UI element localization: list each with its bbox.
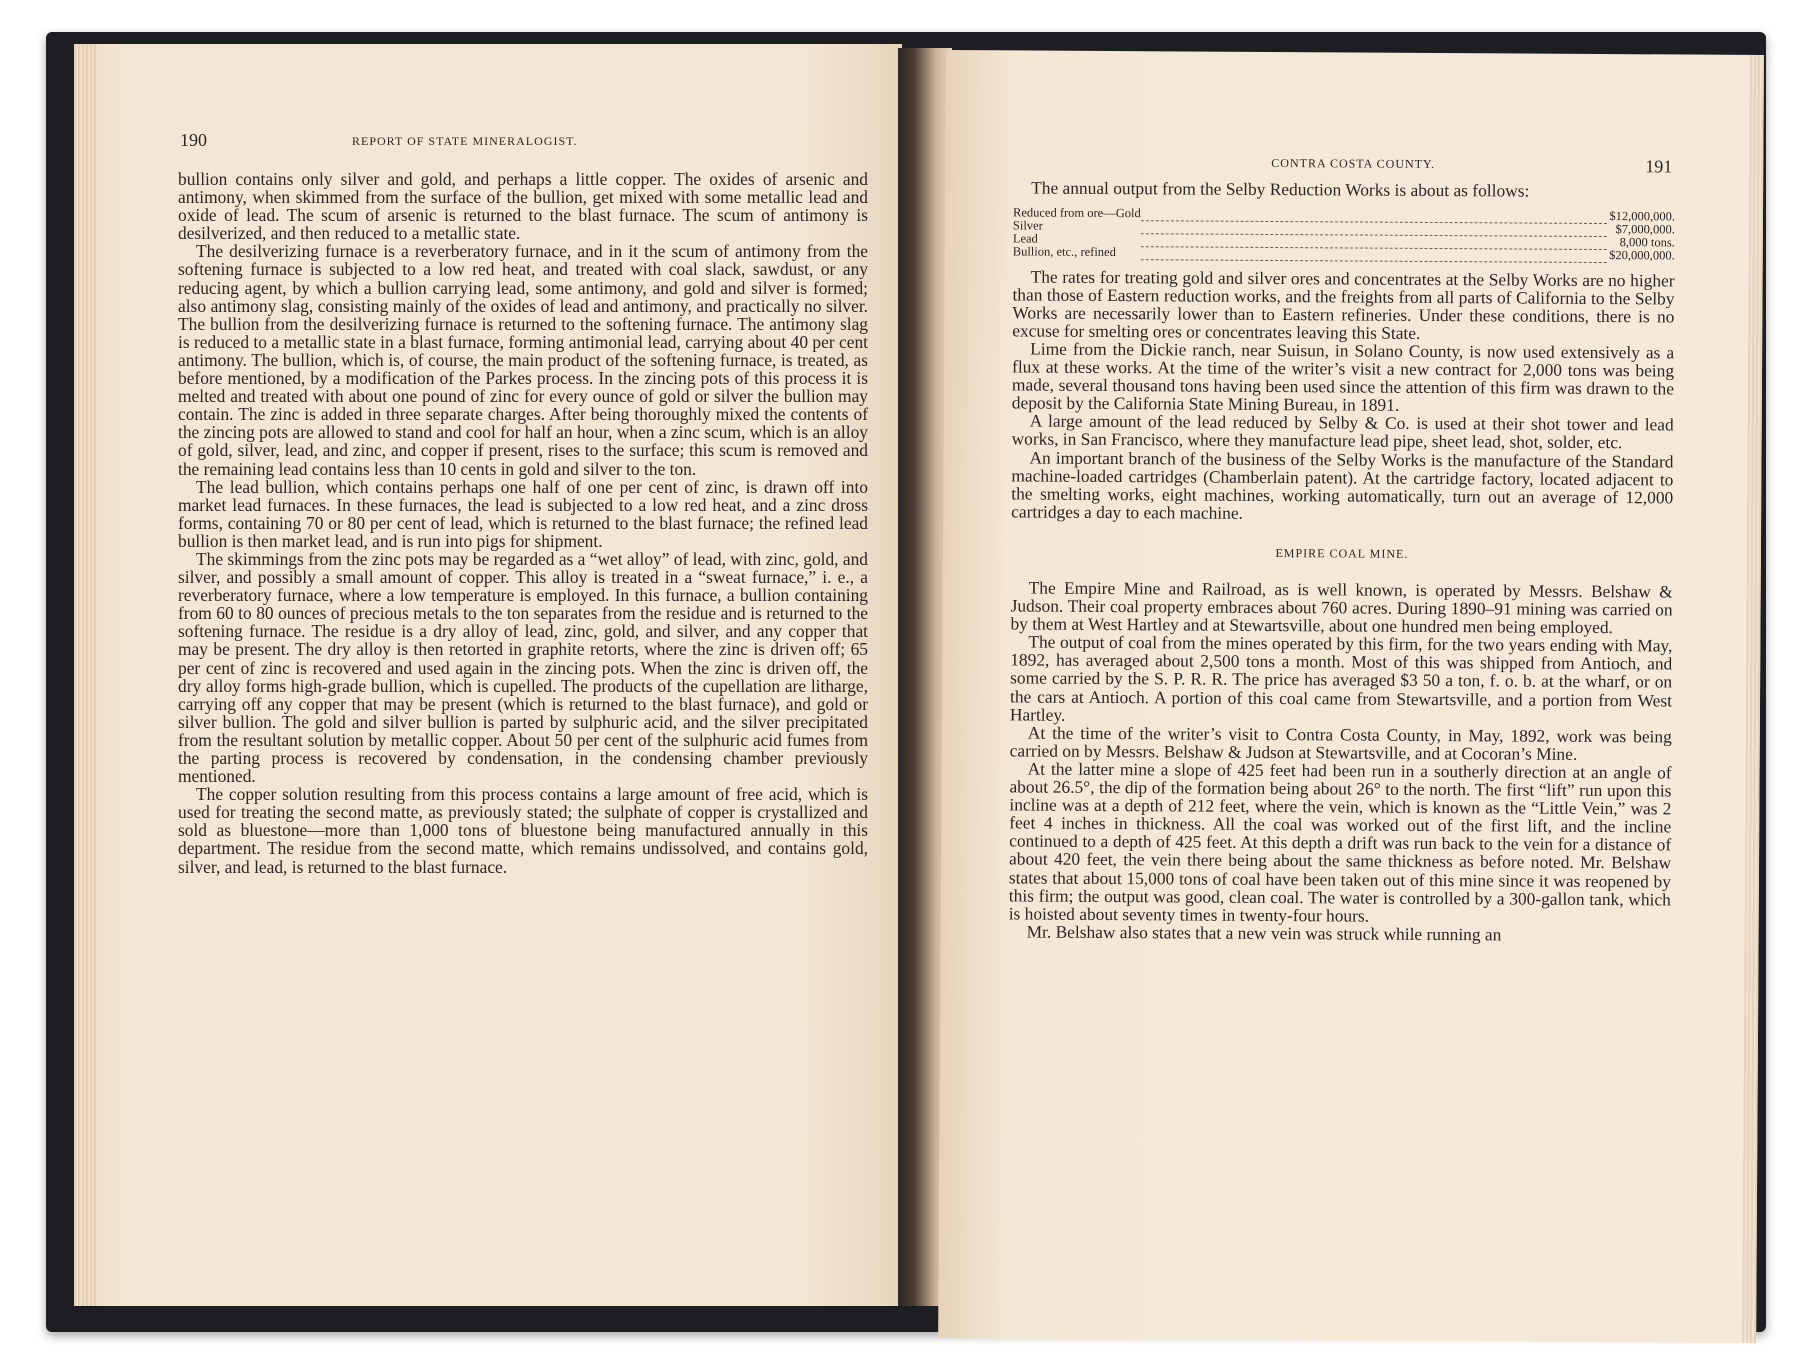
table-amount: 8,000 tons. bbox=[1619, 235, 1675, 250]
paragraph: At the time of the writer’s visit to Contra Costa County, in May, 1892, work was being carried on by Messrs. Belshaw & Judson at Stewartsville, and at Cocoran’s Mine. bbox=[1009, 722, 1672, 764]
paragraph: Lime from the Dickie ranch, near Suisun, in Solano County, is now used extensively as a flux at these works. At the time of the writer’s visit a new contract for 2,000 tons was being made, several thousand tons having been used since the attention of this firm was drawn to the deposit by the California State Mining Bureau, in 1891. bbox=[1011, 338, 1675, 416]
page-number-left: 190 bbox=[180, 130, 207, 150]
right-page bbox=[938, 50, 1764, 1343]
paragraph: The desilverizing furnace is a reverberatory furnace, and in it the scum of antimony from the softening furnace is subjected to a low red heat, and treated with coal slack, sawdust, or any reducing agent, by which a bullion carrying lead, some antimony, and gold and silver is formed; also antimony slag, consisting mainly of the oxides of lead and antimony, and practically no silver. The bullion from the desilverizing furnace is returned to the softening furnace. The antimony slag is reduced to a metallic state in a blast furnace, forming antimonial lead, carrying about 40 per cent antimony. The bullion, which is, of course, the main product of the softening furnace, is treated, as before mentioned, by a modification of the Parkes process. In the zincing pots of this process it is melted and treated with about one pound of zinc for every ounce of gold or silver the bullion may contain. The zinc is added in three separate charges. After being thoroughly mixed the contents of the zincing pots are allowed to stand and cool for half an hour, when a zinc scum, which is an alloy of gold, silver, lead, and zinc, and copper if present, rises to the surface; this scum is removed and the remaining lead contains less than 10 cents in gold and silver to the ton. bbox=[178, 241, 868, 479]
page-number-right: 191 bbox=[1645, 156, 1673, 177]
table-amount: $7,000,000. bbox=[1615, 222, 1675, 237]
paragraph: The annual output from the Selby Reduction Works is about as follows: bbox=[1031, 177, 1530, 201]
table-label: Bullion, etc., refined bbox=[1012, 244, 1116, 260]
left-page bbox=[74, 44, 902, 1306]
paragraph: The lead bullion, which contains perhaps one half of one per cent of zinc, is drawn off into market lead furnaces. In these furnaces, the lead is subjected to a low red heat, and a zinc dross forms, containing 70 or 80 per cent of lead, which is returned to the blast furnace; the refined lead bullion is then market lead, and is run into pigs for shipment. bbox=[178, 476, 868, 551]
running-head-right: CONTRA COSTA COUNTY. bbox=[1271, 155, 1436, 171]
output-table bbox=[1013, 207, 1675, 264]
paragraph: bullion contains only silver and gold, and perhaps a little copper. The oxides of arsenic and antimony, when skimmed from the surface of the bullion, get mixed with some metallic lead and oxide of lead. The scum of arsenic is returned to the blast furnace. The scum of antimony is desilverized, and then reduced to a metallic state. bbox=[178, 169, 868, 244]
paragraph: The Empire Mine and Railroad, as is well known, is operated by Messrs. Belshaw & Judson. Their coal property embraces about 760 acres. During 1890–91 mining was carried on by them at West Hartley and at Stewartsville, about one hundred men being employed. bbox=[1010, 577, 1673, 638]
table-label: Reduced from ore—Gold bbox=[1012, 205, 1141, 221]
section-title: EMPIRE COAL MINE. bbox=[1275, 545, 1409, 561]
table-row bbox=[1013, 246, 1675, 263]
table-label: Silver bbox=[1012, 218, 1043, 233]
paragraph: A large amount of the lead reduced by Selby & Co. is used at their shot tower and lead works, in San Francisco, where they manufacture lead pipe, sheet lead, shot, solder, etc. bbox=[1011, 410, 1674, 453]
paragraph: The rates for treating gold and silver ores and concentrates at the Selby Works are no higher than those of Eastern reduction works, and the freights from all parts of California to the Selby Works are necessarily lower than to Eastern refineries. Under these conditions, there is no excuse for smelting ores or concentrates leaving this State. bbox=[1012, 266, 1675, 343]
page-edge bbox=[74, 44, 96, 1306]
running-head-left: REPORT OF STATE MINERALOGIST. bbox=[352, 134, 578, 148]
paragraph: The skimmings from the zinc pots may be regarded as a “wet alloy” of lead, with zinc, gold, and silver, and possibly a small amount of copper. This alloy is treated in a “sweat furnace,” i. e., a reverberatory furnace, where a low temperature is employed. In this furnace, a bullion containing from 60 to 80 ounces of precious metals to the ton separates from the residue and is returned to the softening furnace. The residue is a dry alloy of lead, zinc, gold, and silver, and any copper that may be present. The dry alloy is then retorted in graphite retorts, where the zinc is driven off; 65 per cent of zinc is recovered and used again in the zincing pots. When the zinc is driven off, the dry alloy forms high-grade bullion, which is cupelled. The products of the cupellation are litharge, carrying off any copper that may be present (which is returned to the blast furnace), and gold or silver bullion. The gold and silver bullion is parted by sulphuric acid, and the silver precipitated from the resultant solution by metallic copper. About 50 per cent of the sulphuric acid fumes from the parting process is recovered by condensation, in the condensing chamber previously mentioned. bbox=[178, 548, 868, 787]
left-page-text bbox=[178, 170, 868, 876]
paragraph: Mr. Belshaw also states that a new vein was struck while running an bbox=[1026, 921, 1502, 945]
paragraph: At the latter mine a slope of 425 feet had been run in a southerly direction at an angle of about 26.5°, the dip of the formation being about 26° to the north. The first “lift” run upon this incline was at a depth of 212 feet, where the vein, which is known as the “Little Vein,” was 2 feet 4 inches in thickness. All the coal was worked out of the first lift, and the incline continued to a depth of 425 feet. At this depth a drift was run back to the vein for a distance of about 420 feet, the vein there being about the same thickness as before noted. Mr. Belshaw states that about 15,000 tons of coal have been taken out of this mine since it was reopened by this firm; the output was good, clean coal. The water is controlled by a 300-gallon tank, which is hoisted about seventy times in twenty-four hours. bbox=[1008, 758, 1672, 926]
paragraph: The copper solution resulting from this process contains a large amount of free acid, which is used for treating the second matte, as previously stated; the sulphate of copper is crystallized and sold as bluestone—more than 1,000 tons of bluestone being manufactured annually in this department. The residue from the second matte, which remains undissolved, and contains gold, silver, and lead, is returned to the blast furnace. bbox=[178, 784, 868, 877]
table-label: Lead bbox=[1012, 231, 1038, 246]
paragraph: The output of coal from the mines operated by this firm, for the two years ending with May, 1892, has averaged about 2,500 tons a month. Most of this was shipped from Antioch, and some carried by the S. P. R. R. The price has averaged $3 50 a ton, f. o. b. at the wharf, or on the cars at Antioch. A portion of this coal came from Stewartsville, and a portion from West Hartley. bbox=[1009, 631, 1673, 725]
table-amount: $12,000,000. bbox=[1609, 209, 1676, 224]
paragraph: An important branch of the business of the Selby Works is the manufacture of the Standard machine-loaded cartridges (Chamberlain patent). At the cartridge factory, located adjacent to the smelting works, eight machines, working automatically, turn out an average of 12,000 cartridges a day to each machine. bbox=[1011, 447, 1674, 523]
right-page-text bbox=[1009, 178, 1676, 944]
table-amount: $20,000,000. bbox=[1609, 248, 1675, 263]
